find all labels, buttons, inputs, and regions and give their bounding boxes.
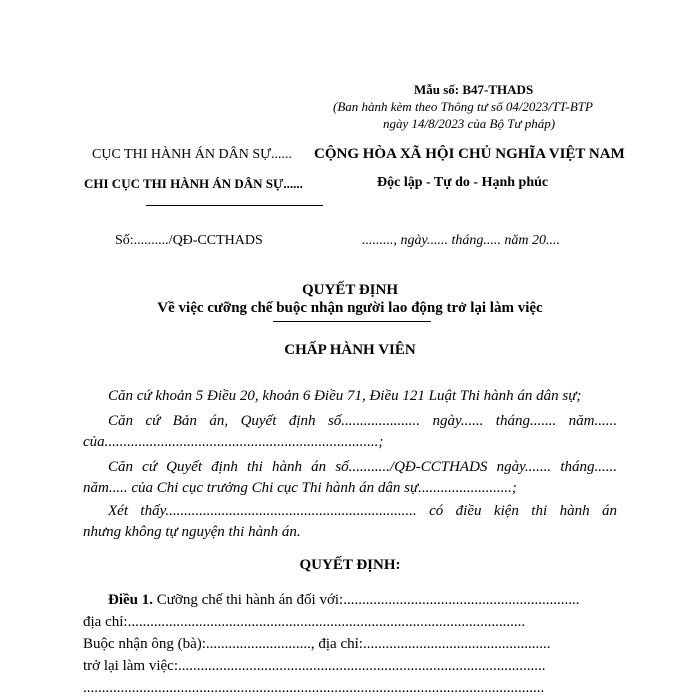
article-1-line-4: trở lại làm việc:..................................................................................................	[83, 658, 546, 674]
article-1-line-1	[108, 592, 579, 609]
authority-title: CHẤP HÀNH VIÊN	[284, 342, 416, 358]
article-1-text: Cưỡng chế thi hành án đối với:...............................................................	[153, 592, 580, 608]
subject-underline	[273, 321, 431, 322]
national-title: CỘNG HÒA XÃ HỘI CHỦ NGHĨA VIỆT NAM	[314, 146, 625, 162]
basis-2-line-1: Căn cứ Bản án, Quyết định số..................... ngày...... tháng....... năm......	[108, 413, 617, 429]
national-motto: Độc lập - Tự do - Hạnh phúc	[377, 175, 549, 190]
agency-line-2: CHI CỤC THI HÀNH ÁN DÂN SỰ......	[84, 176, 303, 191]
decides-heading: QUYẾT ĐỊNH:	[299, 557, 401, 573]
basis-1: Căn cứ khoản 5 Điều 20, khoản 6 Điều 71, Điều 121 Luật Thi hành án dân sự;	[108, 388, 582, 404]
place-date: ........., ngày...... tháng..... năm 20....	[362, 233, 560, 248]
form-number: Mẫu số: B47-THADS	[414, 82, 534, 97]
basis-4-line-1: Xét thấy................................................................... có điều kiện thi hành án	[108, 503, 617, 519]
decision-title: QUYẾT ĐỊNH	[302, 282, 398, 298]
form-issued-date: ngày 14/8/2023 của Bộ Tư pháp)	[383, 116, 556, 131]
decision-subject: Về việc cưỡng chế buộc nhận người lao động trở lại làm việc	[157, 300, 543, 316]
basis-3-line-1: Căn cứ Quyết định thi hành án số.........../QĐ-CCTHADS ngày....... tháng......	[108, 459, 617, 475]
basis-4-line-2: nhưng không tự nguyện thi hành án.	[83, 524, 301, 540]
form-issued-with: (Ban hành kèm theo Thông tư số 04/2023/TT-BTP	[333, 99, 593, 114]
article-1-label: Điều 1.	[108, 592, 153, 608]
agency-line-1: CỤC THI HÀNH ÁN DÂN SỰ......	[92, 147, 292, 162]
article-1-line-5: ...........................................................................................................................	[83, 680, 545, 696]
basis-3-line-2: năm..... của Chi cục trưởng Chi cục Thi hành án dân sự.........................;	[83, 480, 517, 496]
basis-2-line-2: của.........................................................................;	[83, 434, 384, 450]
agency-underline	[146, 205, 323, 206]
article-1-line-2: địa chỉ:..........................................................................................................	[83, 614, 526, 630]
document-number: Số:........../QĐ-CCTHADS	[115, 233, 263, 248]
article-1-line-3: Buộc nhận ông (bà):............................, địa chỉ:..................................................	[83, 636, 551, 652]
